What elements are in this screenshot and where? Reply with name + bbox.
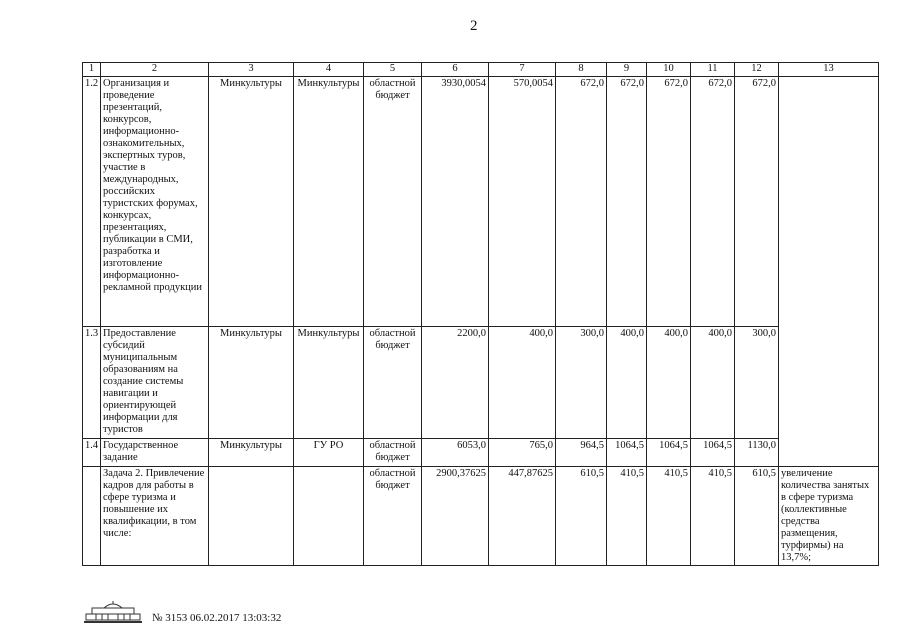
year-amount: 570,0054	[489, 77, 556, 327]
year-amount: 400,0	[489, 327, 556, 439]
year-amount: 672,0	[647, 77, 691, 327]
footer	[82, 600, 281, 624]
activity-name: Государственное задание	[101, 439, 209, 467]
header-cell: 4	[294, 63, 364, 77]
table-row	[83, 327, 879, 439]
result-cell-empty	[779, 77, 879, 467]
header-cell: 1	[83, 63, 101, 77]
year-amount: 447,87625	[489, 467, 556, 566]
header-cell: 5	[364, 63, 422, 77]
header-cell: 9	[607, 63, 647, 77]
year-amount: 672,0	[735, 77, 779, 327]
year-amount: 672,0	[556, 77, 607, 327]
coordinator: Минкультуры	[209, 439, 294, 467]
year-amount: 400,0	[647, 327, 691, 439]
header-cell: 7	[489, 63, 556, 77]
year-amount: 300,0	[556, 327, 607, 439]
header-cell: 12	[735, 63, 779, 77]
row-number: 1.3	[83, 327, 101, 439]
activity-name: Организация и проведение презентаций, конкурсов, информационно-ознакомительных, экспертных туров, участие в международных, российских туристских форумах, конкурсах, презентациях, публикации в СМИ, разработка и изготовление информационно-рекламной продукции	[101, 77, 209, 327]
year-amount: 400,0	[691, 327, 735, 439]
executor: Минкультуры	[294, 77, 364, 327]
funding-source: областной бюджет	[364, 439, 422, 467]
table-row	[83, 467, 879, 566]
row-number: 1.4	[83, 439, 101, 467]
registration-stamp: № 3153 06.02.2017 13:03:32	[152, 612, 282, 624]
year-amount: 300,0	[735, 327, 779, 439]
row-number	[83, 467, 101, 566]
year-amount: 1130,0	[735, 439, 779, 467]
expected-result: увеличение количества занятых в сфере туризма (коллективные средства размещения, турфирмы) на 13,7%;	[779, 467, 879, 566]
header-cell: 10	[647, 63, 691, 77]
page-number: 2	[470, 18, 478, 34]
executor: ГУ РО	[294, 439, 364, 467]
year-amount: 1064,5	[647, 439, 691, 467]
row-number: 1.2	[83, 77, 101, 327]
header-cell: 8	[556, 63, 607, 77]
year-amount: 765,0	[489, 439, 556, 467]
year-amount: 410,5	[691, 467, 735, 566]
year-amount: 672,0	[691, 77, 735, 327]
year-amount: 610,5	[556, 467, 607, 566]
year-amount: 1064,5	[691, 439, 735, 467]
table-row	[83, 77, 879, 327]
executor: Минкультуры	[294, 327, 364, 439]
year-amount: 610,5	[735, 467, 779, 566]
coordinator: Минкультуры	[209, 77, 294, 327]
total-amount: 6053,0	[422, 439, 489, 467]
activity-name: Задача 2. Привлечение кадров для работы в сфере туризма и повышение их квалификации, в том числе:	[101, 467, 209, 566]
table-header-row	[83, 63, 879, 77]
year-amount: 410,5	[607, 467, 647, 566]
program-table	[82, 62, 879, 566]
total-amount: 2200,0	[422, 327, 489, 439]
year-amount: 400,0	[607, 327, 647, 439]
government-building-icon	[82, 600, 144, 624]
funding-source: областной бюджет	[364, 467, 422, 566]
header-cell: 11	[691, 63, 735, 77]
executor	[294, 467, 364, 566]
year-amount: 964,5	[556, 439, 607, 467]
funding-source: областной бюджет	[364, 77, 422, 327]
year-amount: 410,5	[647, 467, 691, 566]
total-amount: 2900,37625	[422, 467, 489, 566]
total-amount: 3930,0054	[422, 77, 489, 327]
header-cell: 2	[101, 63, 209, 77]
coordinator	[209, 467, 294, 566]
year-amount: 672,0	[607, 77, 647, 327]
activity-name: Предоставление субсидий муниципальным образованиям на создание системы навигации и ориентирующей информации для туристов	[101, 327, 209, 439]
funding-source: областной бюджет	[364, 327, 422, 439]
header-cell: 3	[209, 63, 294, 77]
header-cell: 13	[779, 63, 879, 77]
year-amount: 1064,5	[607, 439, 647, 467]
header-cell: 6	[422, 63, 489, 77]
table-row	[83, 439, 879, 467]
coordinator: Минкультуры	[209, 327, 294, 439]
